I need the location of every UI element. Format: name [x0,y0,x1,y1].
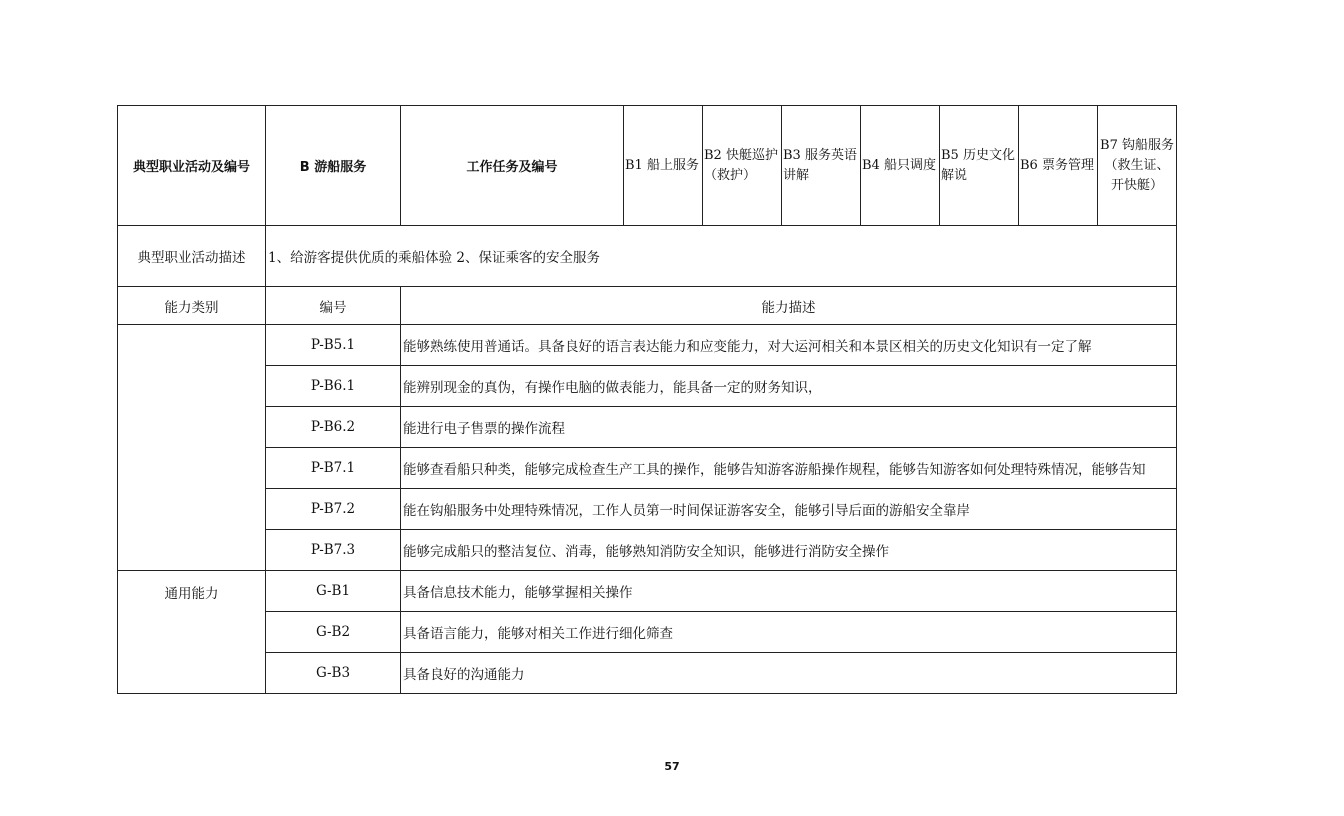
row-desc: 具备信息技术能力，能够掌握相关操作 [401,571,1177,612]
activity-name: B 游船服务 [266,106,401,226]
task-b4: B4 船只调度 [861,106,940,226]
table-row [118,530,1177,571]
code-header: 编号 [266,287,401,325]
row-desc: 能够完成船只的整洁复位、消毒，能够熟知消防安全知识，能够进行消防安全操作 [401,530,1177,571]
occupation-table [117,105,1177,694]
row-desc: 能够查看船只种类，能够完成检查生产工具的操作，能够告知游客游船操作规程，能够告知游客如何处理特殊情况，能够告知 [401,448,1177,489]
row-code: G-B3 [266,653,401,694]
table-row [118,366,1177,407]
table-row [118,489,1177,530]
row-code: P-B7.2 [266,489,401,530]
row-code: G-B1 [266,571,401,612]
row-desc: 能在钩船服务中处理特殊情况，工作人员第一时间保证游客安全，能够引导后面的游船安全靠岸 [401,489,1177,530]
category-header: 能力类别 [118,287,266,325]
general-category-label: 通用能力 [118,571,266,694]
row-code: P-B7.3 [266,530,401,571]
row-desc: 具备语言能力，能够对相关工作进行细化筛查 [401,612,1177,653]
task-b5: B5 历史文化解说 [940,106,1019,226]
task-b1: B1 船上服务 [624,106,703,226]
activity-label: 典型职业活动及编号 [118,106,266,226]
description-text: 1、给游客提供优质的乘船体验 2、保证乘客的安全服务 [266,226,1177,287]
row-desc: 能辨别现金的真伪，有操作电脑的做表能力，能具备一定的财务知识， [401,366,1177,407]
task-label: 工作任务及编号 [401,106,624,226]
row-code: P-B6.2 [266,407,401,448]
table-row [118,407,1177,448]
row-desc: 能够熟练使用普通话。具备良好的语言表达能力和应变能力，对大运河相关和本景区相关的历史文化知识有一定了解 [401,325,1177,366]
task-b2: B2 快艇巡护（救护） [703,106,782,226]
professional-category-cell [118,325,266,571]
task-b3: B3 服务英语讲解 [782,106,861,226]
table-row [118,653,1177,694]
description-row [118,226,1177,287]
row-desc: 具备良好的沟通能力 [401,653,1177,694]
row-code: G-B2 [266,612,401,653]
description-label: 典型职业活动描述 [118,226,266,287]
table-row [118,612,1177,653]
desc-header: 能力描述 [401,287,1177,325]
row-code: P-B7.1 [266,448,401,489]
table-row [118,448,1177,489]
column-header-row [118,287,1177,325]
table-row [118,325,1177,366]
task-b7: B7 钩船服务（救生证、开快艇） [1098,106,1177,226]
page-number: 57 [664,760,680,773]
table-row [118,571,1177,612]
row-code: P-B5.1 [266,325,401,366]
row-desc: 能进行电子售票的操作流程 [401,407,1177,448]
header-row [118,106,1177,226]
row-code: P-B6.1 [266,366,401,407]
task-b6: B6 票务管理 [1019,106,1098,226]
